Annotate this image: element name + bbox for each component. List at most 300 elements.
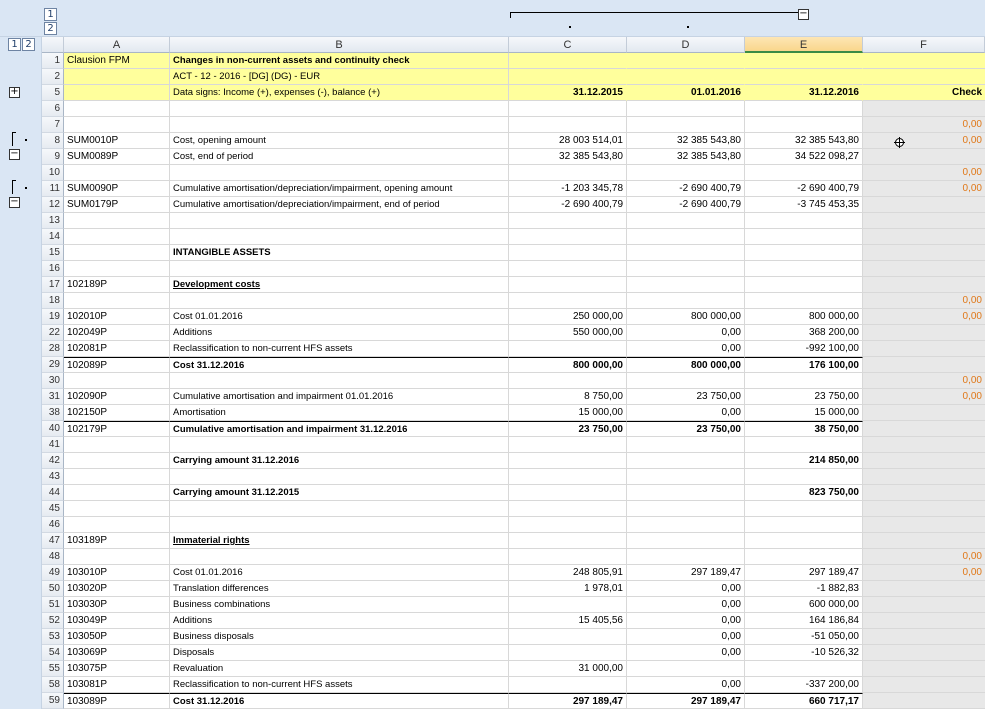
- cell-d[interactable]: [627, 53, 745, 69]
- cell-d[interactable]: [627, 229, 745, 245]
- row-number[interactable]: 17: [42, 277, 64, 293]
- cell-d[interactable]: 0,00: [627, 325, 745, 341]
- cell-d[interactable]: 0,00: [627, 597, 745, 613]
- column-header-b[interactable]: B: [170, 37, 509, 53]
- cell-b[interactable]: [170, 261, 509, 277]
- row-number[interactable]: 1: [42, 53, 64, 69]
- column-header-d[interactable]: D: [627, 37, 745, 53]
- row-number[interactable]: 31: [42, 389, 64, 405]
- cell-d[interactable]: [627, 261, 745, 277]
- cell-a[interactable]: [64, 245, 170, 261]
- cell-e[interactable]: [745, 277, 863, 293]
- cell-b[interactable]: [170, 373, 509, 389]
- cell-c[interactable]: 550 000,00: [509, 325, 627, 341]
- cell-c[interactable]: [509, 469, 627, 485]
- cell-c[interactable]: [509, 165, 627, 181]
- row-number[interactable]: 28: [42, 341, 64, 357]
- row-number[interactable]: 11: [42, 181, 64, 197]
- cell-e[interactable]: [745, 245, 863, 261]
- cell-f[interactable]: [863, 629, 985, 645]
- cell-c[interactable]: [509, 485, 627, 501]
- cell-f[interactable]: 0,00: [863, 309, 985, 325]
- row-number[interactable]: 51: [42, 597, 64, 613]
- cell-a[interactable]: [64, 117, 170, 133]
- cell-d[interactable]: [627, 661, 745, 677]
- cell-d[interactable]: 800 000,00: [627, 357, 745, 373]
- cell-f[interactable]: [863, 485, 985, 501]
- cell-b[interactable]: [170, 117, 509, 133]
- cell-a[interactable]: [64, 213, 170, 229]
- cell-d[interactable]: [627, 549, 745, 565]
- cell-d[interactable]: 0,00: [627, 629, 745, 645]
- cell-a[interactable]: 103030P: [64, 597, 170, 613]
- cell-b[interactable]: Development costs: [170, 277, 509, 293]
- cell-f[interactable]: [863, 421, 985, 437]
- cell-b[interactable]: ACT - 12 - 2016 - [DG] (DG) - EUR: [170, 69, 509, 85]
- cell-e[interactable]: -992 100,00: [745, 341, 863, 357]
- cell-f[interactable]: [863, 245, 985, 261]
- cell-e[interactable]: 823 750,00: [745, 485, 863, 501]
- cell-f[interactable]: 0,00: [863, 133, 985, 149]
- cell-e[interactable]: [745, 261, 863, 277]
- cell-b[interactable]: Cost 01.01.2016: [170, 309, 509, 325]
- row-number[interactable]: 40: [42, 421, 64, 437]
- cell-e[interactable]: [745, 437, 863, 453]
- cell-e[interactable]: 800 000,00: [745, 309, 863, 325]
- cell-a[interactable]: [64, 469, 170, 485]
- cell-a[interactable]: [64, 293, 170, 309]
- cell-c[interactable]: [509, 53, 627, 69]
- cell-e[interactable]: -1 882,83: [745, 581, 863, 597]
- cell-f[interactable]: 0,00: [863, 165, 985, 181]
- cell-d[interactable]: [627, 245, 745, 261]
- cell-a[interactable]: [64, 69, 170, 85]
- row-group-collapse-button[interactable]: −: [10, 196, 19, 207]
- cell-d[interactable]: [627, 485, 745, 501]
- cell-d[interactable]: [627, 293, 745, 309]
- cell-c[interactable]: 32 385 543,80: [509, 149, 627, 165]
- cell-d[interactable]: [627, 69, 745, 85]
- cell-f[interactable]: [863, 437, 985, 453]
- cell-c[interactable]: [509, 245, 627, 261]
- cell-d[interactable]: [627, 501, 745, 517]
- cell-b[interactable]: Cumulative amortisation and impairment 31.12.2016: [170, 421, 509, 437]
- cell-a[interactable]: 102081P: [64, 341, 170, 357]
- column-outline-level-1-button[interactable]: 1: [44, 8, 57, 21]
- row-number[interactable]: 19: [42, 309, 64, 325]
- cell-c[interactable]: [509, 341, 627, 357]
- cell-a[interactable]: 103069P: [64, 645, 170, 661]
- row-group-collapse-button[interactable]: −: [10, 148, 19, 159]
- cell-a[interactable]: 102179P: [64, 421, 170, 437]
- row-number[interactable]: 5: [42, 85, 64, 101]
- cell-a[interactable]: 103189P: [64, 533, 170, 549]
- cell-b[interactable]: [170, 229, 509, 245]
- cell-e[interactable]: 214 850,00: [745, 453, 863, 469]
- cell-b[interactable]: Amortisation: [170, 405, 509, 421]
- cell-d[interactable]: [627, 165, 745, 181]
- cell-d[interactable]: 297 189,47: [627, 693, 745, 709]
- cell-a[interactable]: [64, 485, 170, 501]
- cell-e[interactable]: [745, 469, 863, 485]
- cell-e[interactable]: [745, 373, 863, 389]
- cell-a[interactable]: 102049P: [64, 325, 170, 341]
- cell-c[interactable]: [509, 629, 627, 645]
- cell-b[interactable]: Changes in non-current assets and continuity check: [170, 53, 509, 69]
- cell-e[interactable]: 15 000,00: [745, 405, 863, 421]
- cell-d[interactable]: [627, 517, 745, 533]
- cell-d[interactable]: 0,00: [627, 613, 745, 629]
- row-outline-level-1-button[interactable]: 1: [8, 38, 21, 51]
- cell-f[interactable]: [863, 261, 985, 277]
- cell-e[interactable]: [745, 293, 863, 309]
- row-number[interactable]: 6: [42, 101, 64, 117]
- cell-f[interactable]: [863, 597, 985, 613]
- cell-e[interactable]: -51 050,00: [745, 629, 863, 645]
- row-number[interactable]: 18: [42, 293, 64, 309]
- row-number[interactable]: 8: [42, 133, 64, 149]
- cell-f[interactable]: [863, 581, 985, 597]
- cell-a[interactable]: 103081P: [64, 677, 170, 693]
- cell-b[interactable]: Business disposals: [170, 629, 509, 645]
- cell-c[interactable]: 1 978,01: [509, 581, 627, 597]
- cell-f[interactable]: [863, 213, 985, 229]
- cell-f[interactable]: [863, 101, 985, 117]
- cell-d[interactable]: [627, 101, 745, 117]
- row-number[interactable]: 13: [42, 213, 64, 229]
- cell-a[interactable]: 103075P: [64, 661, 170, 677]
- cell-d[interactable]: 0,00: [627, 677, 745, 693]
- cell-b[interactable]: Additions: [170, 325, 509, 341]
- cell-c[interactable]: 8 750,00: [509, 389, 627, 405]
- cell-d[interactable]: 0,00: [627, 645, 745, 661]
- row-number[interactable]: 12: [42, 197, 64, 213]
- cell-a[interactable]: 103089P: [64, 693, 170, 709]
- cell-f[interactable]: [863, 69, 985, 85]
- row-number[interactable]: 58: [42, 677, 64, 693]
- row-number[interactable]: 54: [42, 645, 64, 661]
- cell-f[interactable]: [863, 197, 985, 213]
- cell-b[interactable]: Data signs: Income (+), expenses (-), balance (+): [170, 85, 509, 101]
- cell-b[interactable]: [170, 517, 509, 533]
- row-number[interactable]: 50: [42, 581, 64, 597]
- cell-f[interactable]: [863, 149, 985, 165]
- cell-a[interactable]: 103049P: [64, 613, 170, 629]
- row-outline-level-2-button[interactable]: 2: [22, 38, 35, 51]
- column-header-f[interactable]: F: [863, 37, 985, 53]
- cell-a[interactable]: 103010P: [64, 565, 170, 581]
- cell-b[interactable]: Cumulative amortisation/depreciation/impairment, end of period: [170, 197, 509, 213]
- cell-d[interactable]: -2 690 400,79: [627, 197, 745, 213]
- cell-a[interactable]: Clausion FPM: [64, 53, 170, 69]
- cell-f[interactable]: [863, 405, 985, 421]
- row-number[interactable]: 29: [42, 357, 64, 373]
- cell-e[interactable]: -10 526,32: [745, 645, 863, 661]
- row-number[interactable]: 47: [42, 533, 64, 549]
- cell-d[interactable]: [627, 373, 745, 389]
- cell-f[interactable]: [863, 645, 985, 661]
- cell-b[interactable]: [170, 213, 509, 229]
- cell-b[interactable]: [170, 501, 509, 517]
- cell-b[interactable]: [170, 437, 509, 453]
- row-number[interactable]: 41: [42, 437, 64, 453]
- row-number[interactable]: 52: [42, 613, 64, 629]
- cell-b[interactable]: Carrying amount 31.12.2015: [170, 485, 509, 501]
- cell-f[interactable]: [863, 325, 985, 341]
- cell-a[interactable]: SUM0089P: [64, 149, 170, 165]
- cell-e[interactable]: 164 186,84: [745, 613, 863, 629]
- cell-c[interactable]: [509, 213, 627, 229]
- cell-e[interactable]: [745, 501, 863, 517]
- cell-a[interactable]: [64, 229, 170, 245]
- cell-e[interactable]: [745, 117, 863, 133]
- cell-e[interactable]: 660 717,17: [745, 693, 863, 709]
- cell-f[interactable]: [863, 453, 985, 469]
- row-number[interactable]: 14: [42, 229, 64, 245]
- cell-c[interactable]: 15 405,56: [509, 613, 627, 629]
- cell-c[interactable]: 248 805,91: [509, 565, 627, 581]
- cell-c[interactable]: [509, 501, 627, 517]
- cell-c[interactable]: [509, 229, 627, 245]
- cell-d[interactable]: [627, 469, 745, 485]
- cell-a[interactable]: SUM0010P: [64, 133, 170, 149]
- cell-e[interactable]: [745, 213, 863, 229]
- cell-e[interactable]: [745, 533, 863, 549]
- row-number[interactable]: 9: [42, 149, 64, 165]
- cell-f[interactable]: [863, 613, 985, 629]
- cell-b[interactable]: [170, 293, 509, 309]
- row-group-expand-button[interactable]: +: [10, 86, 19, 97]
- cell-e[interactable]: [745, 549, 863, 565]
- cell-e[interactable]: 31.12.2016: [745, 85, 863, 101]
- cell-d[interactable]: 32 385 543,80: [627, 133, 745, 149]
- cell-c[interactable]: 800 000,00: [509, 357, 627, 373]
- cell-e[interactable]: -337 200,00: [745, 677, 863, 693]
- cell-f[interactable]: [863, 229, 985, 245]
- cell-b[interactable]: Immaterial rights: [170, 533, 509, 549]
- cell-a[interactable]: 103050P: [64, 629, 170, 645]
- column-header-c[interactable]: C: [509, 37, 627, 53]
- cell-c[interactable]: 28 003 514,01: [509, 133, 627, 149]
- cell-b[interactable]: Cost, end of period: [170, 149, 509, 165]
- cell-f[interactable]: 0,00: [863, 117, 985, 133]
- cell-e[interactable]: [745, 53, 863, 69]
- cell-c[interactable]: [509, 261, 627, 277]
- cell-a[interactable]: 103020P: [64, 581, 170, 597]
- select-all-corner[interactable]: [42, 37, 64, 53]
- row-number[interactable]: 22: [42, 325, 64, 341]
- cell-e[interactable]: 32 385 543,80: [745, 133, 863, 149]
- cell-d[interactable]: -2 690 400,79: [627, 181, 745, 197]
- cell-b[interactable]: Revaluation: [170, 661, 509, 677]
- cell-e[interactable]: [745, 101, 863, 117]
- cell-b[interactable]: Cumulative amortisation and impairment 01.01.2016: [170, 389, 509, 405]
- cell-a[interactable]: [64, 165, 170, 181]
- cell-c[interactable]: [509, 677, 627, 693]
- cell-f[interactable]: [863, 357, 985, 373]
- cell-d[interactable]: 23 750,00: [627, 421, 745, 437]
- cell-f[interactable]: [863, 517, 985, 533]
- row-number[interactable]: 44: [42, 485, 64, 501]
- cell-e[interactable]: -3 745 453,35: [745, 197, 863, 213]
- cell-f[interactable]: [863, 693, 985, 709]
- cell-c[interactable]: 31.12.2015: [509, 85, 627, 101]
- cell-d[interactable]: 0,00: [627, 581, 745, 597]
- cell-f[interactable]: 0,00: [863, 373, 985, 389]
- cell-b[interactable]: [170, 101, 509, 117]
- cell-b[interactable]: Cost 31.12.2016: [170, 357, 509, 373]
- cell-a[interactable]: [64, 549, 170, 565]
- row-number[interactable]: 15: [42, 245, 64, 261]
- row-number[interactable]: 48: [42, 549, 64, 565]
- cell-c[interactable]: [509, 373, 627, 389]
- cell-c[interactable]: 250 000,00: [509, 309, 627, 325]
- row-number[interactable]: 53: [42, 629, 64, 645]
- cell-d[interactable]: [627, 533, 745, 549]
- cell-f[interactable]: [863, 53, 985, 69]
- cell-f[interactable]: Check: [863, 85, 985, 101]
- cell-d[interactable]: 800 000,00: [627, 309, 745, 325]
- row-number[interactable]: 45: [42, 501, 64, 517]
- cell-c[interactable]: [509, 437, 627, 453]
- cell-d[interactable]: [627, 437, 745, 453]
- cell-d[interactable]: 23 750,00: [627, 389, 745, 405]
- cell-f[interactable]: [863, 341, 985, 357]
- cell-c[interactable]: [509, 533, 627, 549]
- row-number[interactable]: 49: [42, 565, 64, 581]
- row-number[interactable]: 42: [42, 453, 64, 469]
- cell-d[interactable]: 0,00: [627, 341, 745, 357]
- cell-d[interactable]: 01.01.2016: [627, 85, 745, 101]
- cell-d[interactable]: [627, 453, 745, 469]
- cell-c[interactable]: -1 203 345,78: [509, 181, 627, 197]
- cell-a[interactable]: 102090P: [64, 389, 170, 405]
- cell-c[interactable]: [509, 101, 627, 117]
- cell-c[interactable]: [509, 277, 627, 293]
- cell-a[interactable]: [64, 453, 170, 469]
- column-outline-level-2-button[interactable]: 2: [44, 22, 57, 35]
- cell-e[interactable]: 368 200,00: [745, 325, 863, 341]
- cell-c[interactable]: [509, 549, 627, 565]
- cell-a[interactable]: [64, 101, 170, 117]
- cell-e[interactable]: [745, 661, 863, 677]
- cell-a[interactable]: [64, 501, 170, 517]
- cell-f[interactable]: 0,00: [863, 389, 985, 405]
- row-number[interactable]: 30: [42, 373, 64, 389]
- cell-a[interactable]: 102010P: [64, 309, 170, 325]
- cell-c[interactable]: [509, 117, 627, 133]
- cell-f[interactable]: [863, 661, 985, 677]
- cell-b[interactable]: Business combinations: [170, 597, 509, 613]
- cell-b[interactable]: Cost 01.01.2016: [170, 565, 509, 581]
- cell-b[interactable]: Additions: [170, 613, 509, 629]
- cell-c[interactable]: [509, 597, 627, 613]
- cell-d[interactable]: 32 385 543,80: [627, 149, 745, 165]
- cell-a[interactable]: 102150P: [64, 405, 170, 421]
- cell-f[interactable]: 0,00: [863, 181, 985, 197]
- cell-b[interactable]: Carrying amount 31.12.2016: [170, 453, 509, 469]
- cell-a[interactable]: SUM0179P: [64, 197, 170, 213]
- cell-a[interactable]: SUM0090P: [64, 181, 170, 197]
- row-number[interactable]: 59: [42, 693, 64, 709]
- cell-a[interactable]: [64, 517, 170, 533]
- cell-b[interactable]: Reclassification to non-current HFS assets: [170, 341, 509, 357]
- cell-b[interactable]: INTANGIBLE ASSETS: [170, 245, 509, 261]
- cell-e[interactable]: [745, 69, 863, 85]
- cell-a[interactable]: [64, 373, 170, 389]
- cell-f[interactable]: 0,00: [863, 565, 985, 581]
- cell-c[interactable]: [509, 453, 627, 469]
- cell-c[interactable]: 23 750,00: [509, 421, 627, 437]
- cell-e[interactable]: [745, 229, 863, 245]
- cell-c[interactable]: [509, 293, 627, 309]
- row-number[interactable]: 55: [42, 661, 64, 677]
- column-header-e[interactable]: E: [745, 37, 863, 53]
- cell-c[interactable]: 31 000,00: [509, 661, 627, 677]
- cell-e[interactable]: 34 522 098,27: [745, 149, 863, 165]
- cell-c[interactable]: [509, 645, 627, 661]
- cell-e[interactable]: [745, 165, 863, 181]
- row-number[interactable]: 2: [42, 69, 64, 85]
- cell-a[interactable]: [64, 437, 170, 453]
- cell-a[interactable]: 102089P: [64, 357, 170, 373]
- cell-a[interactable]: [64, 261, 170, 277]
- cell-b[interactable]: [170, 165, 509, 181]
- cell-e[interactable]: 600 000,00: [745, 597, 863, 613]
- cell-a[interactable]: [64, 85, 170, 101]
- cell-b[interactable]: Cost 31.12.2016: [170, 693, 509, 709]
- row-number[interactable]: 43: [42, 469, 64, 485]
- cell-d[interactable]: 297 189,47: [627, 565, 745, 581]
- cell-e[interactable]: -2 690 400,79: [745, 181, 863, 197]
- cell-d[interactable]: [627, 213, 745, 229]
- cell-f[interactable]: [863, 677, 985, 693]
- cell-b[interactable]: Reclassification to non-current HFS assets: [170, 677, 509, 693]
- cell-c[interactable]: [509, 517, 627, 533]
- cell-f[interactable]: [863, 277, 985, 293]
- cell-e[interactable]: 297 189,47: [745, 565, 863, 581]
- row-number[interactable]: 7: [42, 117, 64, 133]
- row-number[interactable]: 38: [42, 405, 64, 421]
- cell-d[interactable]: [627, 117, 745, 133]
- cell-c[interactable]: 15 000,00: [509, 405, 627, 421]
- column-group-collapse-button[interactable]: −: [799, 8, 808, 19]
- cell-e[interactable]: 38 750,00: [745, 421, 863, 437]
- cell-c[interactable]: -2 690 400,79: [509, 197, 627, 213]
- row-number[interactable]: 16: [42, 261, 64, 277]
- cell-c[interactable]: 297 189,47: [509, 693, 627, 709]
- cell-f[interactable]: [863, 533, 985, 549]
- cell-e[interactable]: 23 750,00: [745, 389, 863, 405]
- cell-f[interactable]: [863, 469, 985, 485]
- cell-e[interactable]: 176 100,00: [745, 357, 863, 373]
- cell-b[interactable]: [170, 469, 509, 485]
- cell-f[interactable]: 0,00: [863, 549, 985, 565]
- cell-b[interactable]: Translation differences: [170, 581, 509, 597]
- cell-c[interactable]: [509, 69, 627, 85]
- cell-e[interactable]: [745, 517, 863, 533]
- row-number[interactable]: 10: [42, 165, 64, 181]
- cell-f[interactable]: [863, 501, 985, 517]
- cell-b[interactable]: Disposals: [170, 645, 509, 661]
- row-number[interactable]: 46: [42, 517, 64, 533]
- cell-d[interactable]: [627, 277, 745, 293]
- cell-d[interactable]: 0,00: [627, 405, 745, 421]
- cell-b[interactable]: [170, 549, 509, 565]
- cell-b[interactable]: Cumulative amortisation/depreciation/impairment, opening amount: [170, 181, 509, 197]
- cell-f[interactable]: 0,00: [863, 293, 985, 309]
- cell-a[interactable]: 102189P: [64, 277, 170, 293]
